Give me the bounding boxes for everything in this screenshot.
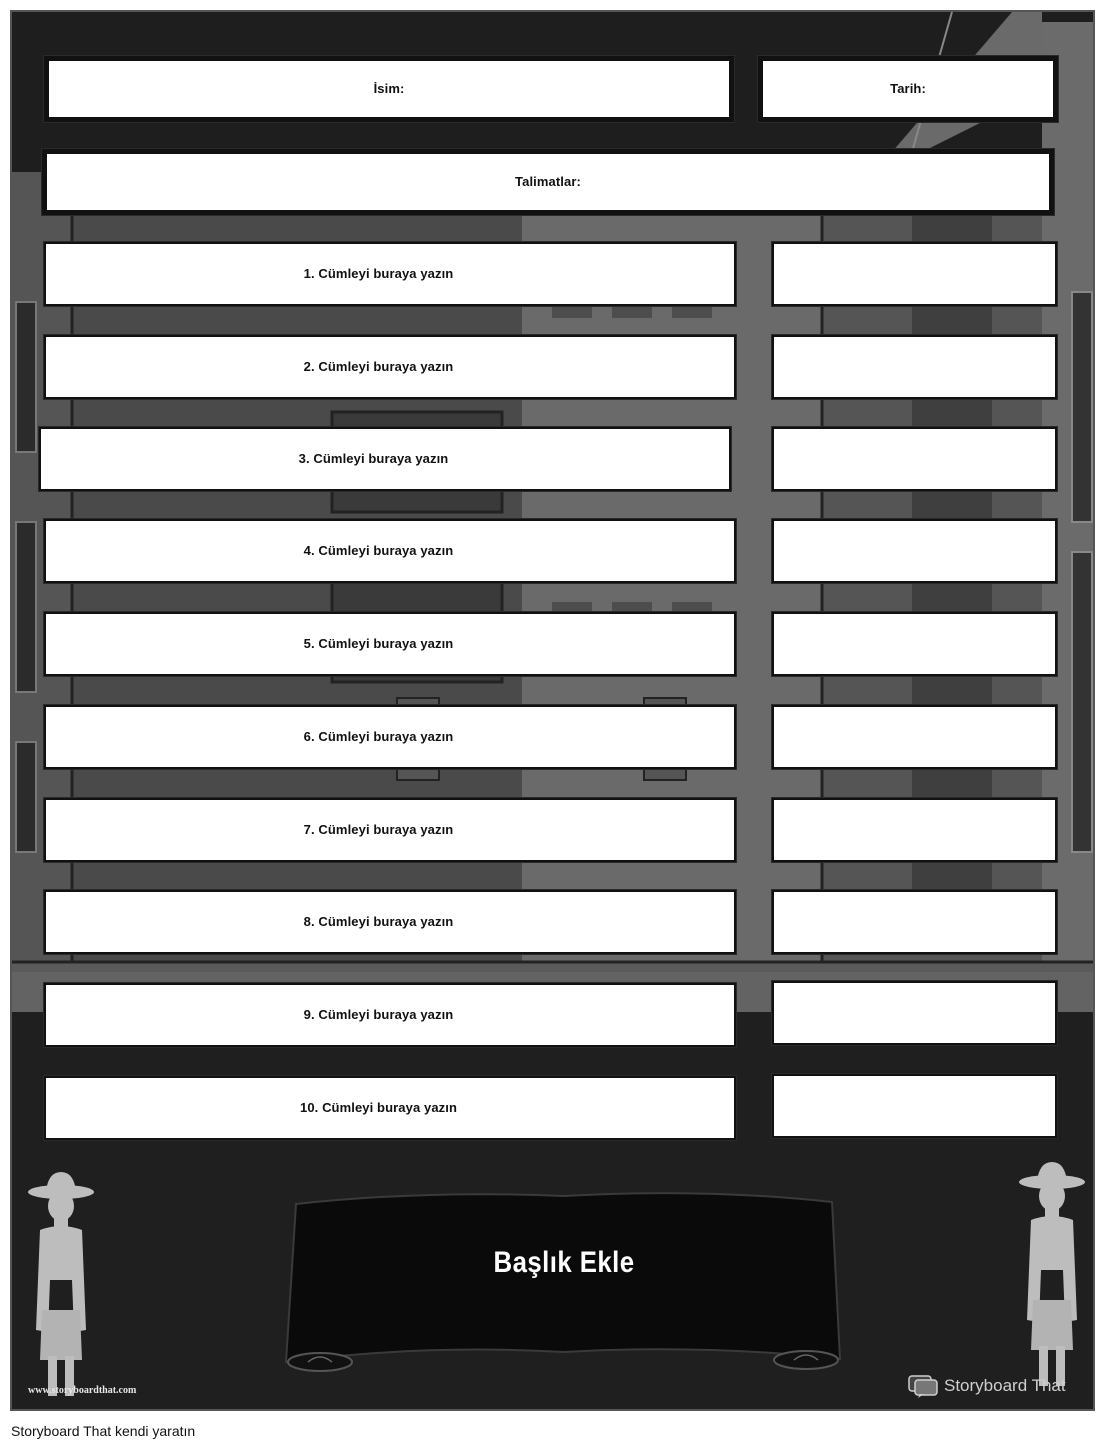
date-field[interactable] xyxy=(758,56,1058,122)
answer-box-7[interactable] xyxy=(772,798,1057,862)
sentence-box-6[interactable] xyxy=(44,705,736,769)
title-banner[interactable] xyxy=(284,1184,844,1379)
instructions-field[interactable] xyxy=(42,149,1054,215)
banner-title: Başlık Ekle xyxy=(493,1246,635,1279)
sentence-box-8[interactable] xyxy=(44,890,736,954)
sentence-box-3[interactable] xyxy=(39,427,731,491)
sentence-text-1: 1. Cümleyi buraya yazın xyxy=(303,265,454,281)
detective-figure-left xyxy=(26,1170,96,1400)
answer-box-8[interactable] xyxy=(772,890,1057,954)
answer-box-3[interactable] xyxy=(772,427,1057,491)
answer-box-1[interactable] xyxy=(772,242,1057,306)
watermark-url: www.storyboardthat.com xyxy=(28,1385,137,1396)
answer-box-10[interactable] xyxy=(772,1074,1057,1138)
sentence-text-9: 9. Cümleyi buraya yazın xyxy=(303,1006,454,1022)
sentence-box-4[interactable] xyxy=(44,519,736,583)
logo-text: Storyboard That xyxy=(944,1376,1066,1395)
name-field[interactable] xyxy=(44,56,734,122)
sentence-box-1[interactable] xyxy=(44,242,736,306)
answer-box-4[interactable] xyxy=(772,519,1057,583)
instructions-label: Talimatlar: xyxy=(515,173,581,189)
speech-bubble-icon xyxy=(908,1374,938,1398)
storyboardthat-logo xyxy=(908,1374,1066,1398)
scroll-shape xyxy=(284,1184,844,1379)
date-label: Tarih: xyxy=(890,80,926,96)
name-label: İsim: xyxy=(373,80,405,96)
sentence-text-10: 10. Cümleyi buraya yazın xyxy=(299,1099,458,1115)
answer-box-9[interactable] xyxy=(772,981,1057,1045)
sentence-text-7: 7. Cümleyi buraya yazın xyxy=(303,821,454,837)
sentence-box-2[interactable] xyxy=(44,335,736,399)
sentence-text-4: 4. Cümleyi buraya yazın xyxy=(303,542,454,558)
sentence-box-9[interactable] xyxy=(44,983,736,1047)
sentence-text-2: 2. Cümleyi buraya yazın xyxy=(303,358,454,374)
sentence-text-6: 6. Cümleyi buraya yazın xyxy=(303,728,454,744)
answer-box-2[interactable] xyxy=(772,335,1057,399)
answer-box-6[interactable] xyxy=(772,705,1057,769)
sentence-text-3: 3. Cümleyi buraya yazın xyxy=(298,450,449,466)
sentence-box-7[interactable] xyxy=(44,798,736,862)
worksheet-board xyxy=(10,10,1095,1411)
sentence-box-5[interactable] xyxy=(44,612,736,676)
answer-box-5[interactable] xyxy=(772,612,1057,676)
sentence-text-8: 8. Cümleyi buraya yazın xyxy=(303,913,454,929)
footer-caption[interactable]: Storyboard That kendi yaratın xyxy=(11,1423,196,1439)
sentence-text-5: 5. Cümleyi buraya yazın xyxy=(303,635,454,651)
sentence-box-10[interactable] xyxy=(44,1076,736,1140)
detective-figure-right xyxy=(1017,1160,1087,1390)
